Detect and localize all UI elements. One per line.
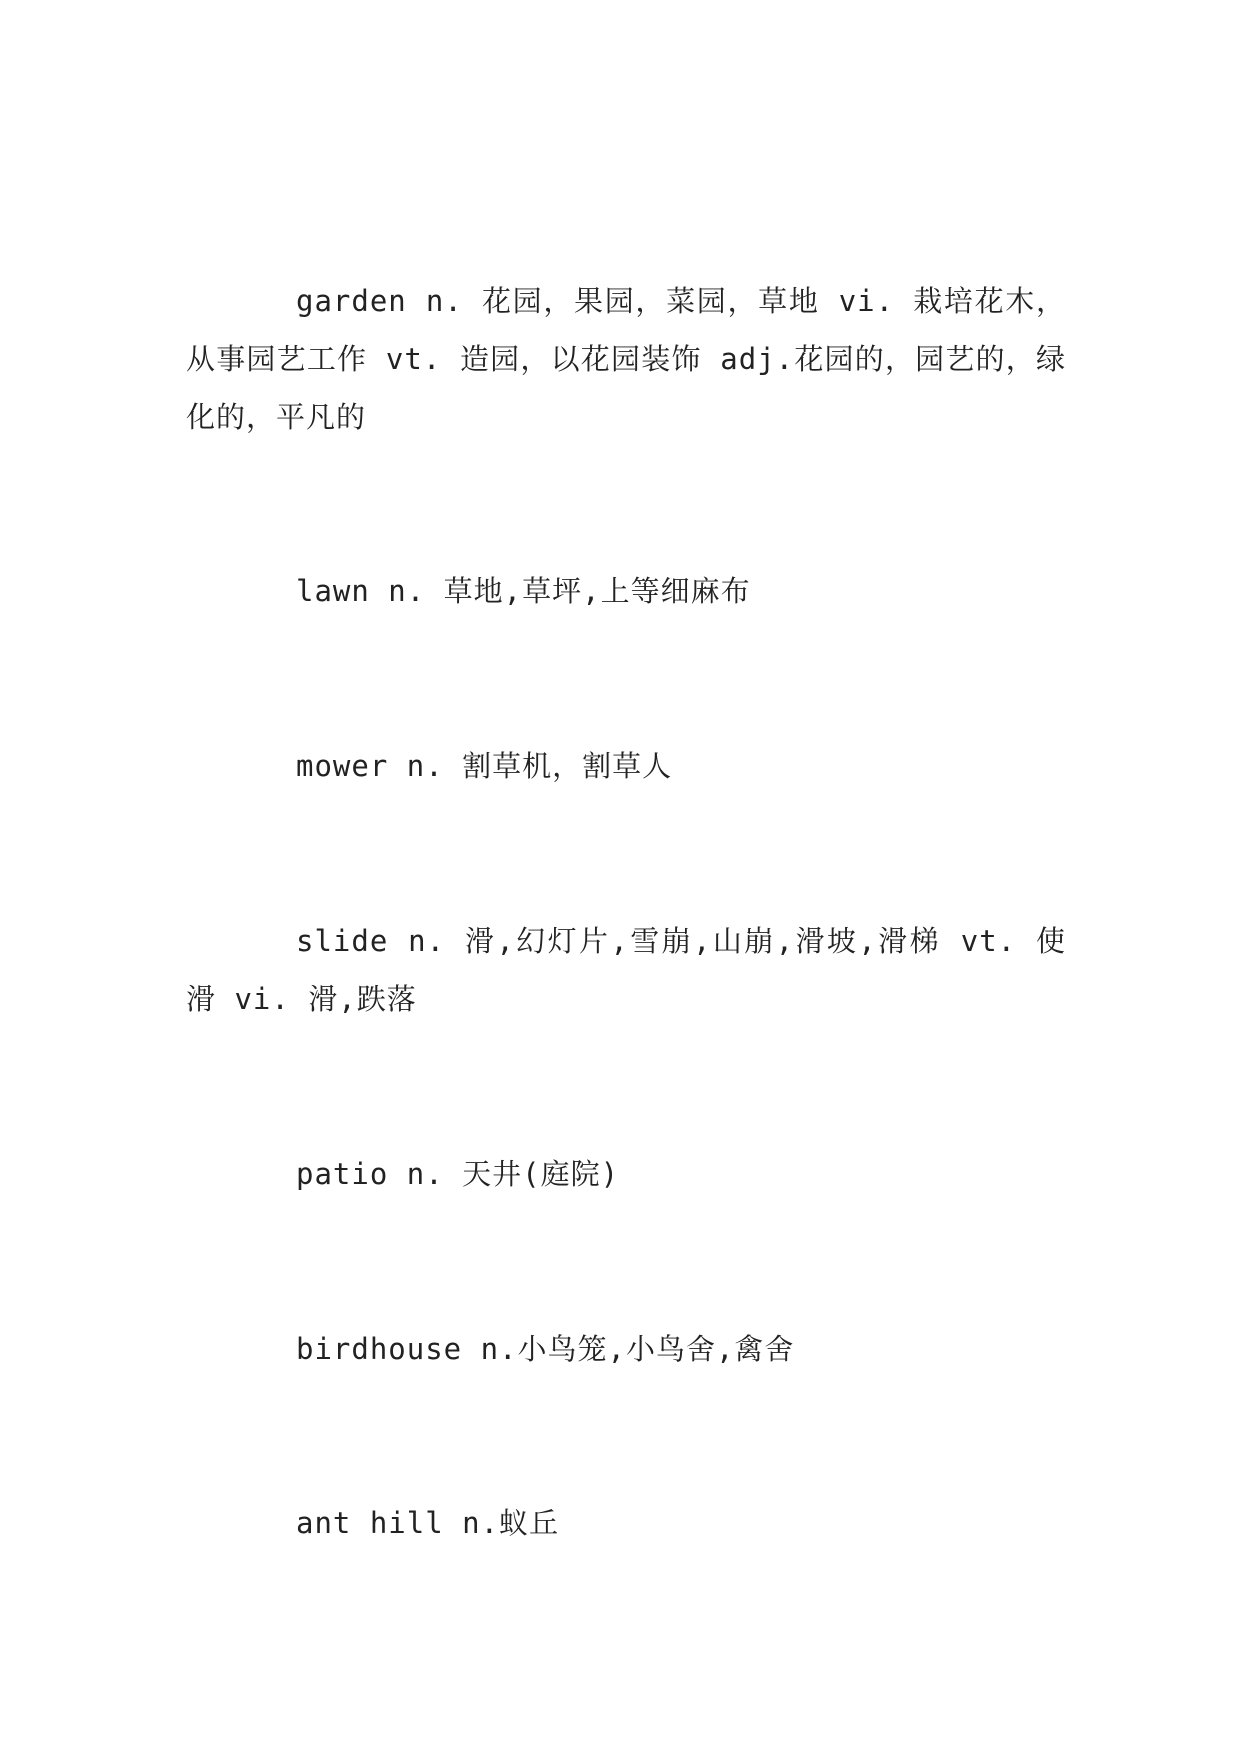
vocab-entry-garden: garden n. 花园，果园，菜园，草地 vi. 栽培花木，从事园艺工作 vt. 造园，以花园装饰 adj.花园的，园艺的，绿化的，平凡的 [186,284,1066,434]
vocab-entry-birdhouse: birdhouse n.小鸟笼,小鸟舍,禽舍 [296,1332,795,1366]
vocab-entry-lawn: lawn n. 草地,草坪,上等细麻布 [296,574,751,608]
vocab-entry-patio: patio n. 天井(庭院) [296,1157,620,1191]
vocab-entry-ant-hill: ant hill n.蚁丘 [296,1506,560,1540]
vocab-entry-slide: slide n. 滑,幻灯片,雪崩,山崩,滑坡,滑梯 vt. 使滑 vi. 滑,跌落 [186,924,1066,1016]
vocab-entry-mower: mower n. 割草机，割草人 [296,749,673,783]
